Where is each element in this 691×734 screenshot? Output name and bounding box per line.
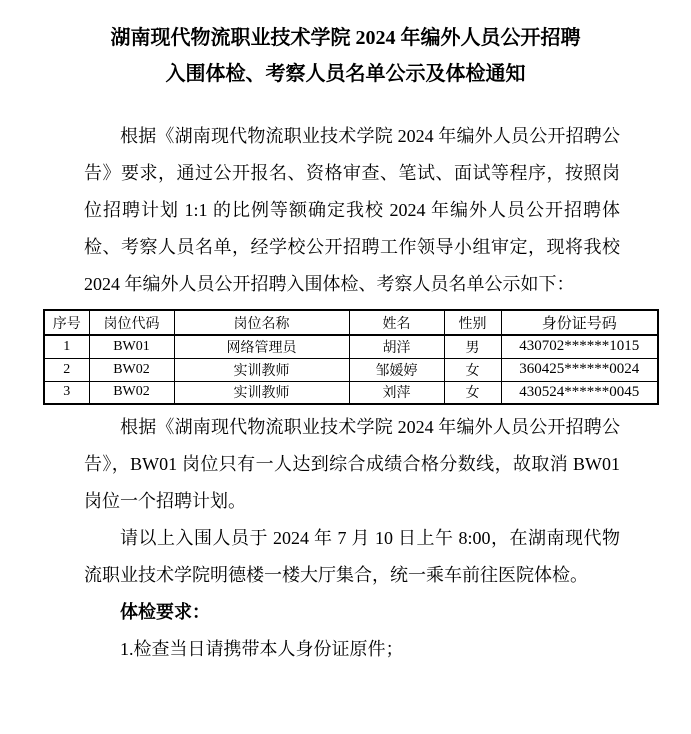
cell-name: 邹媛婷: [349, 358, 444, 381]
table-header-row: [44, 310, 658, 335]
candidates-table-header: [44, 310, 658, 335]
cell-seq: 1: [44, 335, 89, 358]
cell-post-code: BW02: [89, 358, 174, 381]
assembly-paragraph: 请以上入围人员于 2024 年 7 月 10 日上午 8:00，在湖南现代物流职业技术学院明德楼一楼大厅集合，统一乘车前往医院体检。: [84, 528, 620, 585]
header-gender: 性别: [444, 310, 501, 335]
cell-post-name: 网络管理员: [174, 335, 349, 358]
cell-id-number: 430702******1015: [501, 335, 658, 358]
table-row: [44, 381, 658, 404]
cell-gender: 男: [444, 335, 501, 358]
header-post-code: 岗位代码: [89, 310, 174, 335]
table-row: [44, 335, 658, 358]
cell-id-number: 360425******0024: [501, 358, 658, 381]
page-title-line-1: 湖南现代物流职业技术学院 2024 年编外人员公开招聘: [110, 27, 581, 49]
cell-gender: 女: [444, 381, 501, 404]
cell-seq: 3: [44, 381, 89, 404]
header-seq: 序号: [44, 310, 89, 335]
requirement-item-1: 1.检查当日请携带本人身份证原件；: [120, 639, 404, 659]
cell-name: 刘萍: [349, 381, 444, 404]
page-title-line-2: 入围体检、考察人员名单公示及体检通知: [165, 63, 526, 85]
header-post-name: 岗位名称: [174, 310, 349, 335]
cell-post-code: BW01: [89, 335, 174, 358]
intro-paragraph: 根据《湖南现代物流职业技术学院 2024 年编外人员公开招聘公告》要求，通过公开报名、资格审查、笔试、面试等程序，按照岗位招聘计划 1:1 的比例等额确定我校 2024 年编外人员公开招聘体检、考察人员名单，经学校公开招聘工作领导小组审定，现将我校 2024 年编外人员公开招聘入围体检、考察人员名单公示如下：: [84, 126, 620, 294]
header-id-number: 身份证号码: [501, 310, 658, 335]
candidates-table: [43, 309, 659, 405]
page-title: [60, 20, 631, 92]
cell-seq: 2: [44, 358, 89, 381]
header-name: 姓名: [349, 310, 444, 335]
cell-post-code: BW02: [89, 381, 174, 404]
cell-id-number: 430524******0045: [501, 381, 658, 404]
cell-post-name: 实训教师: [174, 358, 349, 381]
cell-post-name: 实训教师: [174, 381, 349, 404]
table-row: [44, 358, 658, 381]
cell-gender: 女: [444, 358, 501, 381]
candidates-table-body: [44, 335, 658, 404]
cancellation-paragraph: 根据《湖南现代物流职业技术学院 2024 年编外人员公开招聘公告》，BW01 岗位只有一人达到综合成绩合格分数线，故取消 BW01 岗位一个招聘计划。: [84, 417, 620, 511]
cell-name: 胡洋: [349, 335, 444, 358]
requirements-heading: 体检要求：: [120, 602, 210, 622]
